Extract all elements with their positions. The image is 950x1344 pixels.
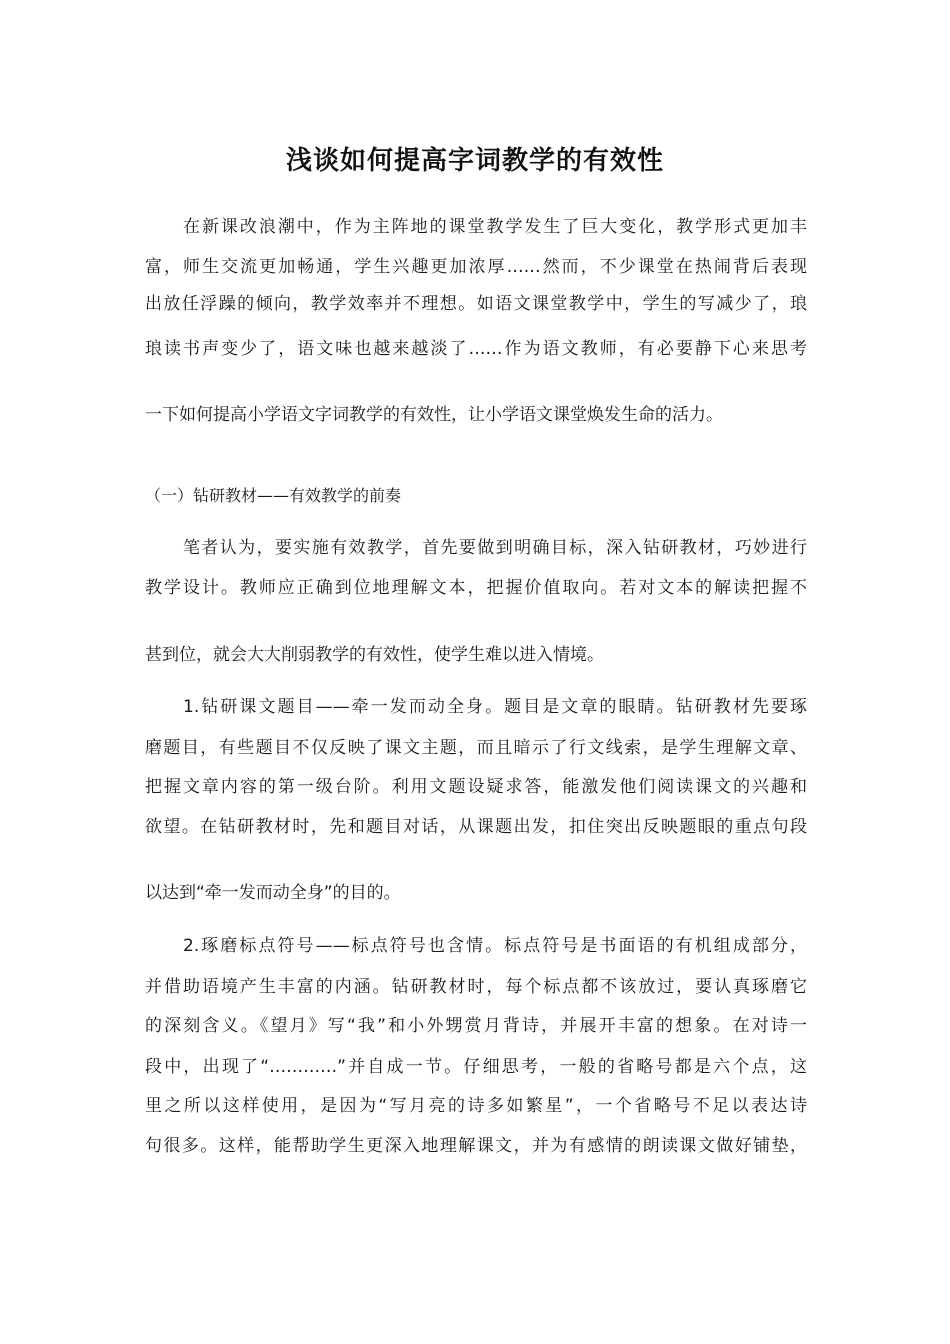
point2-line: 里之所以这样使用，是因为“写月亮的诗多如繁星”，一个省略号不足以表达诗 [145, 1096, 807, 1116]
point2-line: 并借助语境产生丰富的内涵。钻研教材时，每个标点都不该放过，要认真琢磨它 [145, 977, 807, 997]
intro-line: 富，师生交流更加畅通，学生兴趣更加浓厚……然而，不少课堂在热闹背后表现 [145, 257, 807, 277]
intro-line: 一下如何提高小学语文字词教学的有效性，让小学语文课堂焕发生命的活力。 [145, 405, 723, 425]
point1-line: 以达到“牵一发而动全身”的目的。 [145, 883, 401, 903]
point2-line: 的深刻含义。《望月》写“我”和小外甥赏月背诗，并展开丰富的想象。在对诗一 [145, 1016, 807, 1036]
point1-line: 欲望。在钻研教材时，先和题目对话，从课题出发，扣住突出反映题眼的重点句段 [145, 817, 807, 837]
point1-line: 1.钻研课文题目——牵一发而动全身。题目是文章的眼睛。钻研教材先要琢 [183, 697, 807, 717]
section1-line: 甚到位，就会大大削弱教学的有效性，使学生难以进入情境。 [145, 645, 604, 665]
point1-line: 把握文章内容的第一级台阶。利用文题设疑求答，能激发他们阅读课文的兴趣和 [145, 777, 807, 797]
point1-line: 磨题目，有些题目不仅反映了课文主题，而且暗示了行文线索，是学生理解文章、 [145, 738, 807, 758]
point2-line: 句很多。这样，能帮助学生更深入地理解课文，并为有感情的朗读课文做好铺垫， [145, 1136, 807, 1156]
point2-line: 段中，出现了“…………”并自成一节。仔细思考，一般的省略号都是六个点，这 [145, 1057, 807, 1077]
intro-line: 琅读书声变少了，语文味也越来越淡了……作为语文教师，有必要静下心来思考 [145, 339, 807, 359]
point2-line: 2.琢磨标点符号——标点符号也含情。标点符号是书面语的有机组成部分， [183, 936, 807, 956]
document-title: 浅谈如何提高字词教学的有效性 [285, 146, 664, 176]
section-heading: （一）钻研教材——有效教学的前奏 [145, 486, 402, 505]
intro-line: 在新课改浪潮中，作为主阵地的课堂教学发生了巨大变化，教学形式更加丰 [183, 217, 807, 237]
section1-line: 笔者认为，要实施有效教学，首先要做到明确目标，深入钻研教材，巧妙进行 [183, 538, 807, 558]
section1-line: 教学设计。教师应正确到位地理解文本，把握价值取向。若对文本的解读把握不 [145, 578, 807, 598]
intro-line: 出放任浮躁的倾向，教学效率并不理想。如语文课堂教学中，学生的写减少了，琅 [145, 294, 807, 314]
